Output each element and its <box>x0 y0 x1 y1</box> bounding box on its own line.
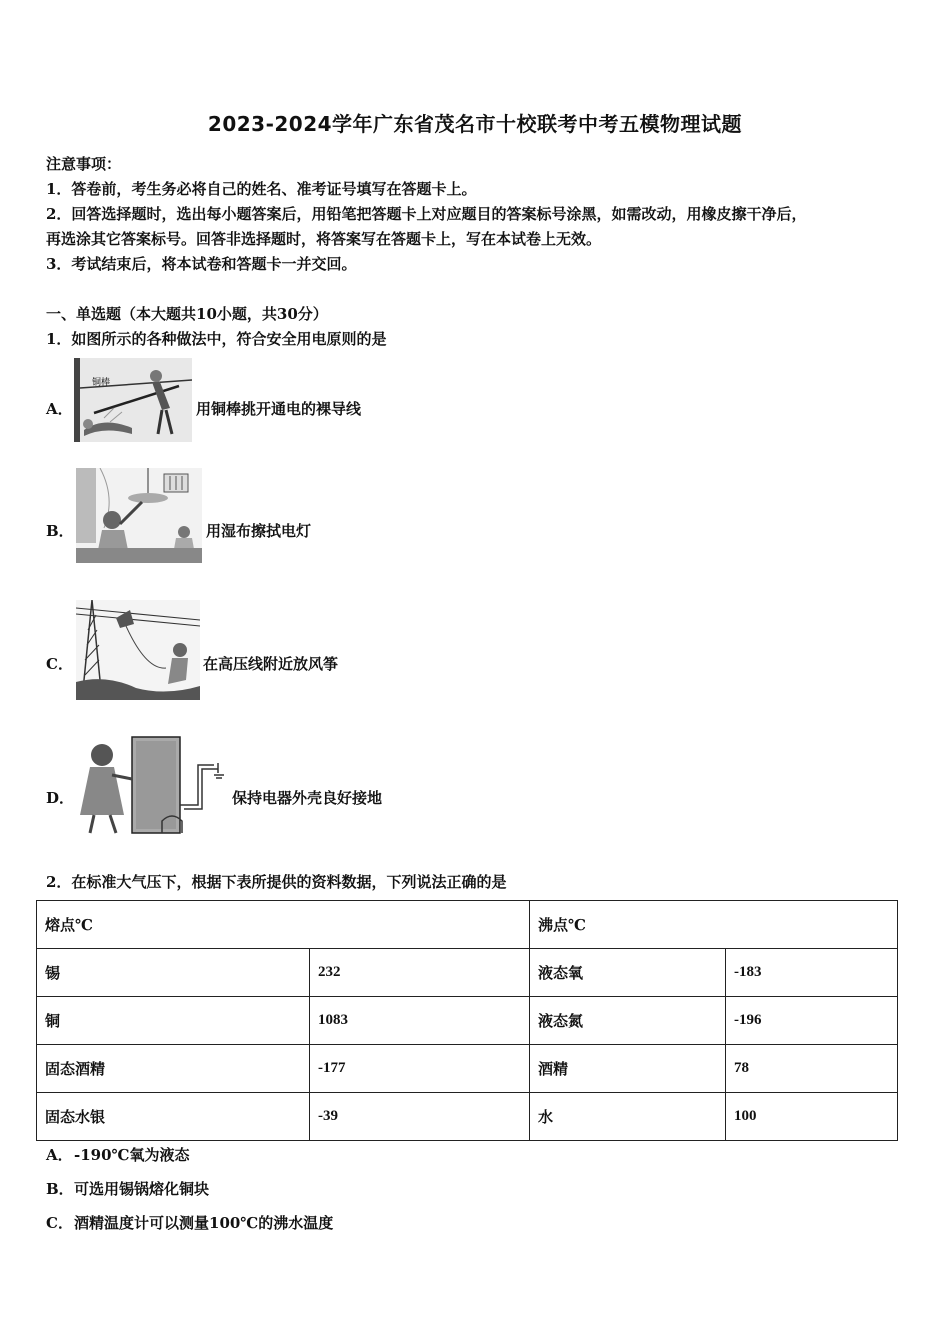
q2-option-a-text: -190℃氧为液态 <box>74 1146 190 1164</box>
notice-item-2: 2．回答选择题时，选出每小题答案后，用铅笔把答题卡上对应题目的答案标号涂黑，如需改动，用橡皮擦干净后， <box>46 205 807 223</box>
kite-power-line-illustration <box>76 600 200 700</box>
q1-option-c-text: 在高压线附近放风筝 <box>203 655 339 673</box>
q1-option-a-text: 用铜棒挑开通电的裸导线 <box>196 400 362 418</box>
section-heading: 一、单选题（本大题共10小题，共30分） <box>46 305 328 323</box>
q1-option-b-text: 用湿布擦拭电灯 <box>206 522 312 540</box>
cell-boiling-value: 78 <box>726 1045 898 1093</box>
cell-substance: 水 <box>530 1093 726 1141</box>
wet-cloth-lamp-illustration <box>76 468 202 563</box>
q2-option-c-text: 酒精温度计可以测量100℃的沸水温度 <box>74 1214 334 1232</box>
cell-substance: 铜 <box>37 997 310 1045</box>
q2-option-c-letter: C． <box>46 1214 73 1232</box>
table-row <box>37 1093 898 1141</box>
q1-option-d-text: 保持电器外壳良好接地 <box>232 789 383 807</box>
cell-substance: 酒精 <box>530 1045 726 1093</box>
notice-heading: 注意事项： <box>46 155 122 173</box>
cell-substance: 固态酒精 <box>37 1045 310 1093</box>
cell-boiling-value: -196 <box>726 997 898 1045</box>
cell-substance: 液态氮 <box>530 997 726 1045</box>
cell-melting-value: 1083 <box>310 997 530 1045</box>
cell-substance: 锡 <box>37 949 310 997</box>
copper-rod-label: 铜棒 <box>92 378 111 388</box>
header-boiling-point: 沸点℃ <box>530 901 898 949</box>
question-1-stem: 1．如图所示的各种做法中，符合安全用电原则的是 <box>46 330 387 348</box>
question-2-stem: 2．在标准大气压下，根据下表所提供的资料数据，下列说法正确的是 <box>46 873 507 891</box>
q2-option-a-letter: A． <box>46 1146 73 1164</box>
copper-rod-illustration <box>74 358 192 442</box>
cell-substance: 固态水银 <box>37 1093 310 1141</box>
grounded-appliance-illustration <box>76 735 228 835</box>
cell-melting-value: -39 <box>310 1093 530 1141</box>
q2-option-b-letter: B． <box>46 1180 74 1198</box>
q2-option-b-text: 可选用锡锅熔化铜块 <box>74 1180 210 1198</box>
q1-option-d-letter: D． <box>46 789 75 807</box>
table-row <box>37 949 898 997</box>
cell-boiling-value: 100 <box>726 1093 898 1141</box>
header-melting-point: 熔点℃ <box>37 901 530 949</box>
table-row <box>37 997 898 1045</box>
table-row <box>37 1045 898 1093</box>
notice-item-2-cont: 再选涂其它答案标号。回答非选择题时，将答案写在答题卡上，写在本试卷上无效。 <box>46 230 602 248</box>
notice-item-1: 1．答卷前，考生务必将自己的姓名、准考证号填写在答题卡上。 <box>46 180 477 198</box>
q1-option-c-letter: C． <box>46 655 73 673</box>
q1-option-b-letter: B． <box>46 522 74 540</box>
notice-item-3: 3．考试结束后，将本试卷和答题卡一并交回。 <box>46 255 357 273</box>
cell-boiling-value: -183 <box>726 949 898 997</box>
cell-substance: 液态氧 <box>530 949 726 997</box>
melting-boiling-table <box>36 900 898 1141</box>
table-header-row <box>37 901 898 949</box>
cell-melting-value: 232 <box>310 949 530 997</box>
page-title: 2023-2024学年广东省茂名市十校联考中考五模物理试题 <box>207 112 743 136</box>
q1-option-a-letter: A． <box>46 400 73 418</box>
cell-melting-value: -177 <box>310 1045 530 1093</box>
